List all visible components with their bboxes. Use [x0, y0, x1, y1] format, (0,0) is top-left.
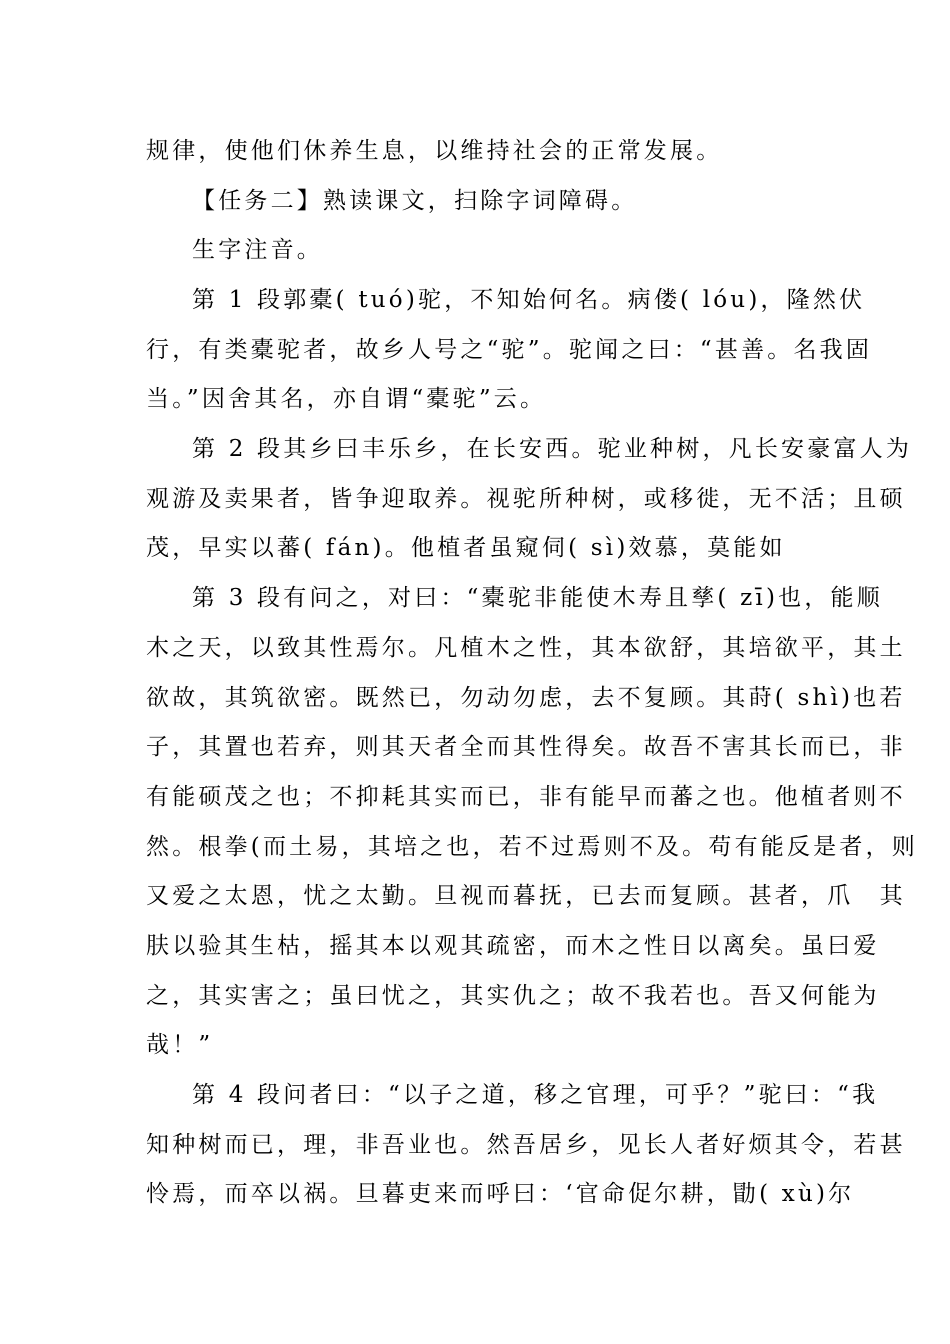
text-line: 生字注音。: [192, 237, 323, 263]
text-line: 欲故，其筑欲密。既然已，勿动勿虑，去不复顾。其莳( shì)也若: [146, 685, 906, 711]
text-line: 知种树而已，理，非吾业也。然吾居乡，见长人者好烦其令，若甚: [146, 1132, 906, 1158]
text-line: 之，其实害之；虽曰忧之，其实仇之；故不我若也。吾又何能为: [146, 983, 880, 1009]
text-line: 茂，早实以蕃( fán)。他植者虽窥伺( sì)效慕，莫能如: [146, 535, 786, 561]
text-line: 观游及卖果者，皆争迎取养。视驼所种树，或移徙，无不活；且硕: [146, 486, 906, 512]
text-line: 规律，使他们休养生息，以维持社会的正常发展。: [146, 138, 723, 164]
text-line: 行，有类橐驼者，故乡人号之“驼”。驼闻之曰：“甚善。名我固: [146, 337, 873, 363]
text-line: 【任务二】熟读课文，扫除字词障碍。: [192, 188, 638, 214]
text-line: 第 4 段问者曰：“以子之道，移之官理，可乎？”驼曰：“我: [192, 1082, 879, 1108]
text-line: 木之天，以致其性焉尔。凡植木之性，其本欲舒，其培欲平，其土: [146, 635, 906, 661]
text-line: 当。”因舍其名，亦自谓“橐驼”云。: [146, 386, 547, 412]
text-line: 有能硕茂之也；不抑耗其实而已，非有能早而蕃之也。他植者则不: [146, 784, 906, 810]
text-line: 第 2 段其乡曰丰乐乡，在长安西。驼业种树，凡长安豪富人为: [192, 436, 913, 462]
text-line: 又爱之太恩，忧之太勤。旦视而暮抚，已去而复顾。甚者，爪 其: [146, 883, 906, 909]
text-line: 肤以验其生枯，摇其本以观其疏密，而木之性日以离矣。虽曰爱: [146, 933, 880, 959]
text-line: 子，其置也若弃，则其天者全而其性得矣。故吾不害其长而已，非: [146, 734, 906, 760]
text-line: 哉！”: [146, 1032, 214, 1058]
text-line: 然。根拳(而土易，其培之也，若不过焉则不及。苟有能反是者，则: [146, 834, 918, 860]
text-line: 第 1 段郭橐( tuó)驼，不知始何名。病偻( lóu)，隆然伏: [192, 287, 866, 313]
text-line: 第 3 段有问之，对曰：“橐驼非能使木寿且孳( zī)也，能顺: [192, 585, 883, 611]
text-line: 怜焉，而卒以祸。旦暮吏来而呼曰：‘官命促尔耕，勖( xù)尔: [146, 1181, 855, 1207]
